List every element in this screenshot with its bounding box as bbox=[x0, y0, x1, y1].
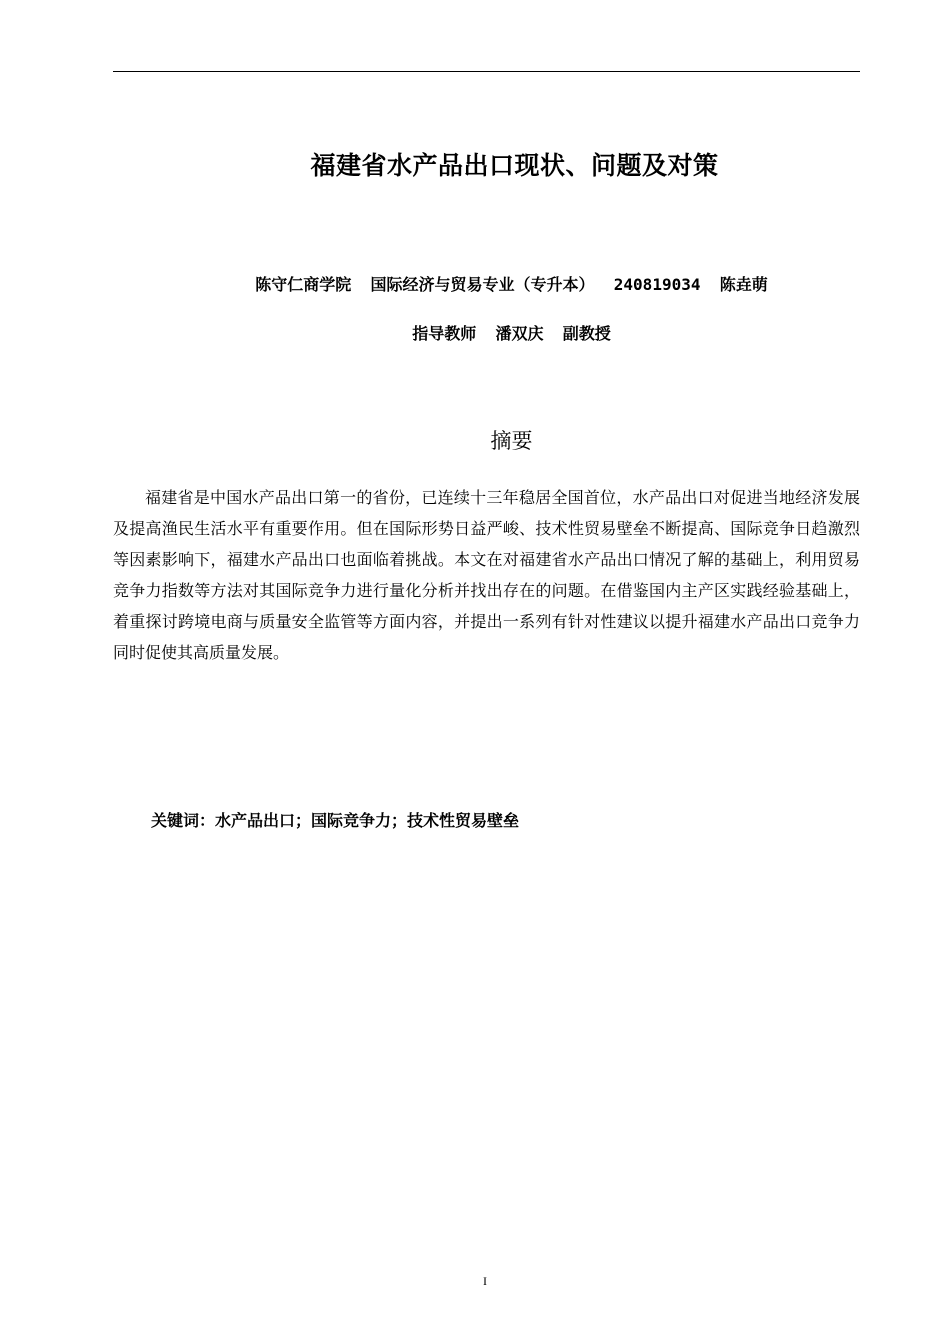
page-number: I bbox=[483, 1274, 487, 1288]
header-rule bbox=[113, 71, 860, 72]
keywords: 关键词：水产品出口；国际竞争力；技术性贸易壁垒 bbox=[151, 811, 520, 830]
author-line: 陈守仁商学院 国际经济与贸易专业（专升本） 240819034 陈垚萌 bbox=[255, 275, 768, 294]
abstract-body: 福建省是中国水产品出口第一的省份，已连续十三年稳居全国首位，水产品出口对促进当地经济发展及提高渔民生活水平有重要作用。但在国际形势日益严峻、技术性贸易壁垒不断提高、国际竞争日趋激烈等因素影响下，福建水产品出口也面临着挑战。本文在对福建省水产品出口情况了解的基础上，利用贸易竞争力指数等方法对其国际竞争力进行量化分析并找出存在的问题。在借鉴国内主产区实践经验基础上，着重探讨跨境电商与质量安全监管等方面内容，并提出一系列有针对性建议以提升福建水产品出口竞争力同时促使其高质量发展。 bbox=[113, 488, 860, 662]
abstract-heading: 摘要 bbox=[490, 429, 533, 453]
supervisor-line: 指导教师 潘双庆 副教授 bbox=[412, 324, 611, 343]
paper-title: 福建省水产品出口现状、问题及对策 bbox=[310, 151, 719, 180]
